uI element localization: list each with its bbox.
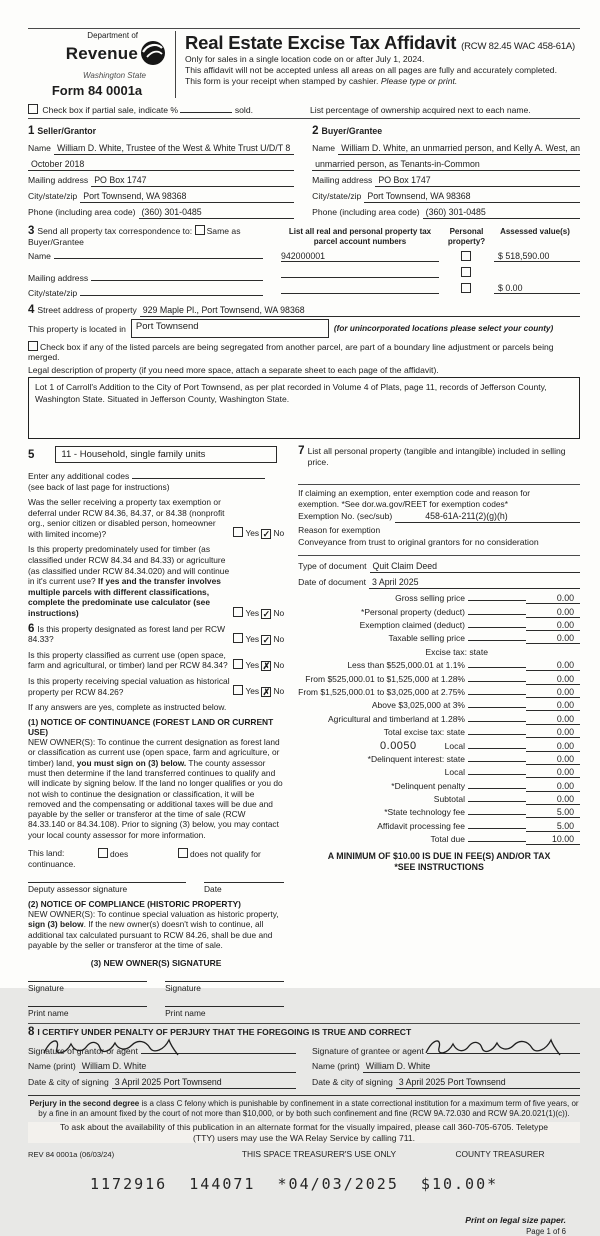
section-3-correspondence <box>28 225 273 299</box>
washington-state-label: Washington State <box>82 71 146 80</box>
top-rule <box>28 28 580 29</box>
q5-yes-checkbox <box>233 685 243 695</box>
tax-row: Exemption claimed (deduct) 0.00 <box>298 620 580 633</box>
grantee-date-value: 3 April 2025 Port Townsend <box>396 1076 580 1089</box>
buyer-name-value-2: unmarried person, as Tenants-in-Common <box>312 158 580 171</box>
question-current-use: Is this property classified as current use (open space, farm and agricultural, or timber) land per RCW 84.34? Yes ✗ No <box>28 649 285 671</box>
tax-row: *Delinquent interest: state 0.00 <box>298 754 580 767</box>
corr-mailing-value <box>91 280 263 281</box>
does-not-checkbox <box>178 848 188 858</box>
continuance-label: continuance. <box>28 859 76 870</box>
section-1-seller <box>28 121 304 219</box>
section-1-number: 1 <box>28 125 35 137</box>
corr-mailing-label: Mailing address <box>28 273 89 283</box>
buyer-name-label: Name <box>312 143 336 153</box>
section-5-number: 5 <box>28 448 35 461</box>
tax-row: *State technology fee 5.00 <box>298 807 580 820</box>
section-3-intro: Send all property tax correspondence to: <box>37 226 193 236</box>
local-rate-value: 0.0050 <box>380 740 417 753</box>
tax-row: Agricultural and timberland at 1.28% 0.00 <box>298 714 580 727</box>
legal-description-label: Legal description of property (if you need more space, attach a separate sheet to each page of the affidavit). <box>28 365 439 375</box>
alternate-format-note: To ask about the availability of this publication in an alternate format for the visually impaired, please call 360-705-6705. Teletype (TTY) users may use the WA Relay Service by calling 711. <box>28 1122 580 1143</box>
owner-signature-line-2: Signature <box>165 981 284 993</box>
rev-number: REV 84 0001a (06/03/24) <box>28 1150 115 1160</box>
partial-sale-checkbox <box>28 104 38 114</box>
grantor-name-label: Name (print) <box>28 1061 76 1072</box>
perjury-statement: Perjury in the second degree is a class C felony which is punishable by confinement in a state correctional institution for a maximum term of five years, or by a fine in an amount fixed by the court of not more than $10,000, or by both such confinement and fine (RCW 9A.72.030 and RCW 9A.20.021(1)(c)). <box>29 1099 579 1119</box>
tax-row: From $525,000.01 to $1,525,000 at 1.28% 0.00 <box>298 674 580 687</box>
grantee-date-label: Date & city of signing <box>312 1077 393 1088</box>
cross-icon: ✗ <box>262 687 271 698</box>
assessed-value: $ 0.00 <box>494 283 580 294</box>
check-icon: ✓ <box>262 608 271 619</box>
parcel-col-header: List all real and personal property tax parcel account numbers <box>288 227 432 246</box>
partial-sale-row <box>28 104 580 115</box>
owner-print-line-2: Print name <box>165 1006 284 1018</box>
grantee-name-label: Name (print) <box>312 1061 360 1072</box>
section-2-number: 2 <box>312 125 319 137</box>
form-header <box>28 31 580 98</box>
tax-row: Local 0.00 <box>298 767 580 780</box>
grantee-name-value: William D. White <box>363 1060 580 1073</box>
seller-mailing-value: PO Box 1747 <box>91 174 294 187</box>
section-4-number: 4 <box>28 304 35 316</box>
deputy-assessor-row <box>28 882 284 894</box>
footer-rule <box>28 1095 580 1096</box>
seller-phone-label: Phone (including area code) <box>28 207 136 217</box>
tax-row: Taxable selling price 0.00 <box>298 633 580 646</box>
tax-row: *Delinquent penalty 0.00 <box>298 781 580 794</box>
revenue-logo-icon <box>140 40 166 71</box>
buyer-phone-label: Phone (including area code) <box>312 207 420 217</box>
parcel-number: 942000001 <box>281 251 439 262</box>
q3-no-checkbox <box>261 635 271 645</box>
check-icon: ✓ <box>262 634 271 645</box>
parcel-row <box>281 246 580 262</box>
tax-row: Total excise tax: state 0.00 <box>298 727 580 740</box>
owner-signature-line-1: Signature <box>28 981 147 993</box>
exemption-no-value: 458-61A-211(2)(g)(h) <box>395 510 580 523</box>
reason-value: Conveyance from trust to original grantors for no consideration <box>298 537 539 548</box>
section-2-title: Buyer/Grantee <box>321 126 383 136</box>
parcel-table <box>273 225 580 299</box>
does-not-label: does not qualify for <box>190 849 261 860</box>
located-in-field: Port Townsend <box>131 319 329 338</box>
q3-yes-checkbox <box>233 633 243 643</box>
grantor-date-value: 3 April 2025 Port Townsend <box>112 1076 296 1089</box>
buyer-city-value: Port Townsend, WA 98368 <box>364 190 580 203</box>
grantor-name-value: William D. White <box>79 1060 296 1073</box>
owner-print-line-1: Print name <box>28 1006 147 1018</box>
parcel-number <box>281 277 439 278</box>
q5-no-checkbox <box>261 687 271 697</box>
street-address-label: Street address of property <box>37 305 137 315</box>
question-historic: Is this property receiving special valuation as historical property per RCW 84.26? Yes ✗ No <box>28 675 285 698</box>
corr-name-label: Name <box>28 251 51 261</box>
grantee-signature-label: Signature of grantee or agent <box>312 1046 424 1057</box>
segregated-label: Check box if any of the listed parcels are being segregated from another parcel, are part of a boundary line adjustment or parcels being merged. <box>28 342 554 362</box>
buyer-name-value: William D. White, an unmarried person, and Kelly A. West, an <box>338 142 580 155</box>
this-land-row <box>28 848 284 859</box>
additional-codes-label: Enter any additional codes <box>28 471 130 481</box>
corr-city-label: City/state/zip <box>28 288 78 298</box>
form-subtitle-1: Only for sales in a single location code on or after July 1, 2024. <box>185 54 425 64</box>
tax-row: From $1,525,000.01 to $3,025,000 at 2.75% 0.00 <box>298 687 580 700</box>
section-5-6-column <box>28 446 284 1018</box>
section-8-number: 8 <box>28 1026 35 1039</box>
grantee-signature <box>422 1035 562 1061</box>
tax-computation-table <box>298 593 580 847</box>
segregated-checkbox <box>28 341 38 351</box>
corr-name-value <box>54 258 263 259</box>
notice-compliance-title: (2) NOTICE OF COMPLIANCE (HISTORIC PROPERTY) <box>28 899 241 910</box>
deputy-signature-line: Deputy assessor signature <box>28 882 186 894</box>
tax-row: Subtotal 0.00 <box>298 794 580 807</box>
buyer-city-label: City/state/zip <box>312 191 362 201</box>
if-any-yes-note: If any answers are yes, complete as instructed below. <box>28 702 227 713</box>
local-tax-row: 0.0050 Local 0.00 <box>298 740 580 753</box>
section-8-rule <box>28 1023 580 1024</box>
print-note: Print on legal size paper. <box>465 1215 566 1226</box>
tax-row: Gross selling price 0.00 <box>298 593 580 606</box>
this-land-label: This land: <box>28 848 65 859</box>
section-7-intro: List all personal property (tangible and intangible) included in selling price. <box>307 446 566 467</box>
corr-city-value <box>80 295 263 296</box>
deputy-date-line: Date <box>204 882 284 894</box>
street-address-value: 929 Maple Pl., Port Townsend, WA 98368 <box>140 304 580 317</box>
form-subtitle-3: This form is your receipt when stamped by cashier. Please type or print. <box>185 76 458 86</box>
excise-tax-state-header: Excise tax: state <box>425 646 488 657</box>
q4-no-checkbox <box>261 661 271 671</box>
parcel-row <box>281 278 580 294</box>
located-in-label: This property is located in <box>28 323 126 334</box>
tax-row: Less than $525,000.01 at 1.1% 0.00 <box>298 660 580 673</box>
legal-description-value: Lot 1 of Carroll's Addition to the City of Port Townsend, as per plat recorded in Volume 4 of Plats, page 11, records of Jefferson County, Washington State. Situated in Jefferson County, Washington State. <box>28 377 580 439</box>
additional-codes-note: (see back of last page for instructions) <box>28 482 170 492</box>
q4-yes-checkbox <box>233 659 243 669</box>
notice-continuance-body: NEW OWNER(S): To continue the current designation as forest land or classification as current use (open space, farm and agriculture, or timber) land, you must sign on (3) below. The county assessor must then determine if the land transferred continues to qualify and will indicate by signing below. If the land no longer qualifies or you do not wish to continue the designation or classification, it will be removed and the compensating or additional taxes will be due and payable by the seller or transferor at the time of sale (RCW 84.33.140 or 84.34.108). Prior to signing (3) below, you may contact your local county assessor for more information. <box>28 737 283 840</box>
header-divider <box>175 31 176 98</box>
partial-sale-label: Check box if partial sale, indicate % <box>42 105 179 115</box>
partial-sale-suffix: sold. <box>234 105 253 115</box>
seller-city-label: City/state/zip <box>28 191 78 201</box>
exemption-no-label: Exemption No. (sec/sub) <box>298 511 393 522</box>
form-title-rcw: (RCW 82.45 WAC 458-61A) <box>461 41 576 52</box>
seller-name-label: Name <box>28 143 51 153</box>
personal-property-rule <box>298 484 580 485</box>
county-treasurer-label: COUNTY TREASURER <box>455 1149 545 1160</box>
partial-sale-percent-field <box>180 112 232 113</box>
section-3-number: 3 <box>28 225 35 237</box>
question-forest-land: 6 Is this property designated as forest land per RCW 84.33? Yes ✓ No <box>28 622 285 645</box>
question-exemption-deferral: Was the seller receiving a property tax exemption or deferral under RCW 84.36, 84.37, or 84.38 (nonprofit org., senior citizen or disabled person, homeowner with limited income)? Yes ✓ No <box>28 497 285 540</box>
buyer-mailing-label: Mailing address <box>312 175 373 185</box>
buyer-mailing-value: PO Box 1747 <box>375 174 580 187</box>
dept-of-label: Department of <box>87 31 138 40</box>
revenue-wordmark: Revenue <box>65 43 138 63</box>
grantor-date-label: Date & city of signing <box>28 1077 109 1088</box>
same-as-buyer-checkbox <box>195 225 205 235</box>
footer-row <box>28 1149 580 1159</box>
doc-date-value: 3 April 2025 <box>369 576 580 589</box>
land-use-code-field: 11 - Household, single family units <box>55 446 277 463</box>
section-7-number: 7 <box>298 445 305 457</box>
section-7-column <box>284 446 580 1018</box>
page-number: Page 1 of 6 <box>526 1227 566 1236</box>
seller-phone-value: (360) 301-0485 <box>139 206 295 219</box>
grantor-signature-label: Signature of grantor or agent <box>28 1046 138 1057</box>
exemption-intro-1: If claiming an exemption, enter exemption code and reason for <box>298 488 531 498</box>
grantor-signature <box>40 1035 180 1061</box>
personal-property-checkbox <box>461 267 471 277</box>
buyer-phone-value: (360) 301-0485 <box>423 206 580 219</box>
exemption-rule <box>298 555 580 556</box>
seller-name-value-2: October 2018 <box>28 158 294 171</box>
section-rule-1 <box>28 118 580 119</box>
doc-type-label: Type of document <box>298 561 367 572</box>
tax-row: *Personal property (deduct) 0.00 <box>298 607 580 620</box>
minimum-due-note: A MINIMUM OF $10.00 IS DUE IN FEE(S) AND/OR TAX *SEE INSTRUCTIONS <box>327 850 551 872</box>
section-2-buyer <box>304 121 580 219</box>
assessed-value: $ 518,590.00 <box>494 251 580 262</box>
doc-date-label: Date of document <box>298 577 367 588</box>
parcel-number <box>281 293 439 294</box>
located-in-note: (for unincorporated locations please select your county) <box>333 324 554 333</box>
reason-label: Reason for exemption <box>298 525 381 536</box>
tax-row: Affidavit processing fee 5.00 <box>298 821 580 834</box>
section-1-title: Seller/Grantor <box>37 126 97 136</box>
section-8-certification <box>28 1026 580 1089</box>
treasurer-stamp: 1172916 144071 *04/03/2025 $10.00* <box>90 1175 499 1194</box>
personal-property-checkbox <box>461 251 471 261</box>
check-icon: ✓ <box>262 529 271 540</box>
seller-name-value: William D. White, Trustee of the West & White Trust U/D/T 8 <box>54 142 294 155</box>
notice-compliance-body: NEW OWNER(S): To continue special valuation as historic property, sign (3) below. If the new owner(s) doesn't wish to continue, all additional tax calculated pursuant to RCW 84.26, shall be due and payable by the seller or transferor at the time of sale. <box>28 909 279 950</box>
new-owner-signature-title: (3) NEW OWNER(S) SIGNATURE <box>90 958 222 969</box>
exemption-intro-2: exemption. *See dor.wa.gov/REET for exemption codes* <box>298 498 508 509</box>
does-label: does <box>110 849 129 860</box>
parcel-row <box>281 262 580 278</box>
doc-type-value: Quit Claim Deed <box>370 560 581 573</box>
agency-block <box>28 31 166 98</box>
personal-property-checkbox <box>461 283 471 293</box>
cross-icon: ✗ <box>262 660 271 671</box>
q1-yes-checkbox <box>233 527 243 537</box>
q2-yes-checkbox <box>233 607 243 617</box>
form-subtitle-2: This affidavit will not be accepted unless all areas on all pages are fully and accurately completed. <box>185 65 557 75</box>
personal-property-col-header: Personal property? <box>447 227 486 246</box>
notice-continuance-title: (1) NOTICE OF CONTINUANCE (FOREST LAND OR CURRENT USE) <box>28 717 274 738</box>
form-title: Real Estate Excise Tax Affidavit (RCW 82.45 WAC 458-61A) <box>185 32 576 53</box>
q2-no-checkbox <box>261 609 271 619</box>
form-number: Form 84 0001a <box>51 83 143 98</box>
assessed-value-col-header: Assessed value(s) <box>500 227 570 236</box>
certify-statement: I CERTIFY UNDER PENALTY OF PERJURY THAT THE FOREGOING IS TRUE AND CORRECT <box>37 1027 412 1038</box>
seller-mailing-label: Mailing address <box>28 175 89 185</box>
ownership-note: List percentage of ownership acquired next to each name. <box>310 105 531 115</box>
does-checkbox <box>98 848 108 858</box>
section-4-property <box>28 304 580 439</box>
tax-row-total: Total due 10.00 <box>298 834 580 847</box>
question-timber-agriculture: Is this property predominately used for timber (as classified under RCW 84.34 and 84.33) or agriculture (as classified under RCW 84.34.020) and will continue in it's current use? If yes and the transfer involves multiple parcels with different classifications, complete the predominate use calculator (see instructions) Yes ✓ No <box>28 544 285 619</box>
owner-signature-row <box>28 981 284 993</box>
q1-no-checkbox <box>261 529 271 539</box>
treasurer-space-label: THIS SPACE TREASURER'S USE ONLY <box>241 1149 397 1160</box>
additional-codes-field <box>132 478 265 479</box>
same-as-buyer-label: Same as Buyer/Grantee <box>28 226 241 247</box>
owner-print-row <box>28 1006 284 1018</box>
tax-row: Above $3,025,000 at 3% 0.00 <box>298 700 580 713</box>
seller-city-value: Port Townsend, WA 98368 <box>80 190 294 203</box>
